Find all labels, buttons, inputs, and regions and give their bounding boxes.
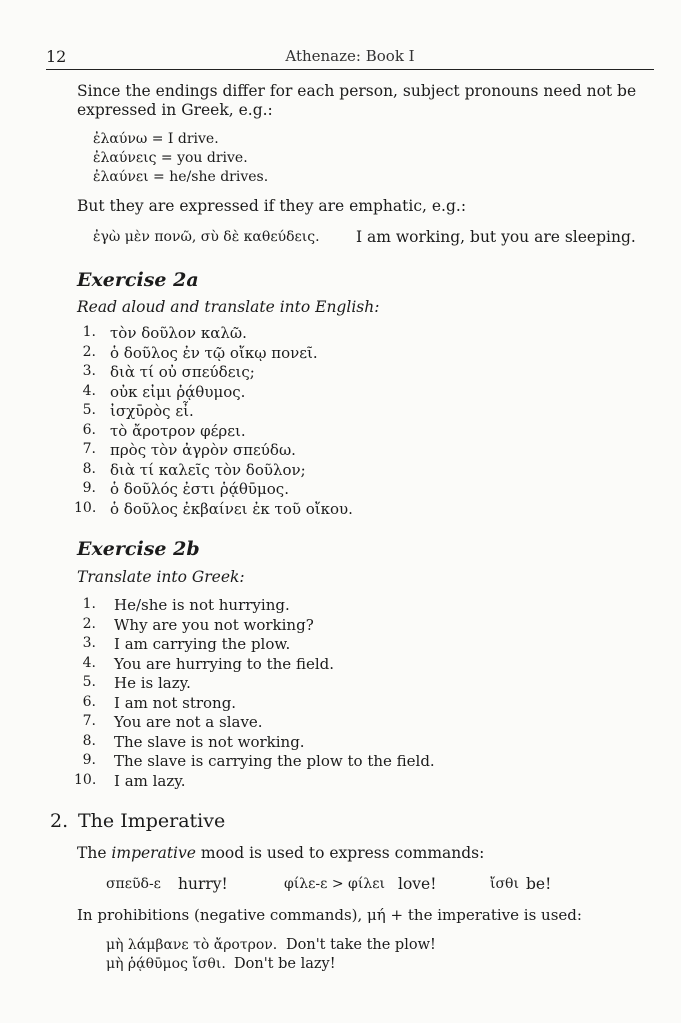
item-text: The slave is carrying the plow to the field. bbox=[114, 752, 435, 770]
list-item bbox=[74, 674, 514, 694]
item-text: διὰ τί οὐ σπεύδεις; bbox=[110, 363, 255, 381]
item-text: τὸ ἄροτρον φέρει. bbox=[110, 421, 246, 440]
section-number: 2. bbox=[50, 810, 69, 832]
item-text: πρὸς τὸν ἀγρὸν σπεύδω. bbox=[110, 441, 296, 459]
example-drive-3: ἐλαύνει = he/she drives. bbox=[93, 169, 269, 185]
item-text: I am lazy. bbox=[114, 771, 186, 790]
list-item bbox=[74, 655, 514, 675]
item-text: ὁ δοῦλος ἐν τῷ οἴκῳ πονεῖ. bbox=[110, 343, 318, 362]
list-item bbox=[74, 324, 474, 344]
emphatic-note: But they are expressed if they are emphatic, e.g.: bbox=[77, 197, 467, 215]
emphatic-english: I am working, but you are sleeping. bbox=[356, 228, 636, 246]
example-drive-1: ἐλαύνω = I drive. bbox=[93, 131, 219, 147]
item-text: You are hurrying to the field. bbox=[114, 654, 334, 673]
exercise-2a-title: Exercise 2a bbox=[77, 269, 199, 291]
item-number: 2. bbox=[82, 615, 96, 632]
list-item bbox=[74, 616, 514, 636]
exercise-2b-list bbox=[74, 596, 514, 791]
desc-suffix: mood is used to express commands: bbox=[195, 844, 485, 862]
list-item bbox=[74, 752, 514, 772]
list-item bbox=[74, 480, 474, 500]
list-item bbox=[74, 441, 474, 461]
item-number: 5. bbox=[82, 674, 96, 690]
item-number: 6. bbox=[82, 693, 96, 710]
example-drive-2: ἐλαύνεις = you drive. bbox=[93, 150, 248, 166]
exercise-2a-instruction: Read aloud and translate into English: bbox=[77, 298, 380, 316]
emphatic-greek: ἐγὼ μὲν πονῶ, σὺ δὲ καθεύδεις. bbox=[93, 229, 320, 245]
running-title: Athenaze: Book I bbox=[285, 47, 415, 65]
item-text: He is lazy. bbox=[114, 674, 191, 692]
item-text: You are not a slave. bbox=[114, 713, 263, 731]
list-item bbox=[74, 635, 514, 655]
item-number: 1. bbox=[82, 596, 96, 612]
item-number: 8. bbox=[82, 460, 96, 477]
list-item bbox=[74, 713, 514, 733]
list-item bbox=[74, 402, 474, 422]
item-text: ὁ δοῦλός ἐστι ῥᾴθῡμος. bbox=[110, 480, 289, 498]
prohibition-note: In prohibitions (negative commands), μή + the imperative is used: bbox=[77, 906, 582, 924]
page-header bbox=[46, 47, 654, 70]
intro-line-1: Since the endings differ for each person, subject pronouns need not be bbox=[77, 82, 637, 100]
imperative-example-1-greek: σπεῦδ-ε bbox=[106, 876, 161, 892]
imperative-example-3-greek: ἴσθι bbox=[490, 876, 519, 892]
section-title: The Imperative bbox=[78, 810, 226, 832]
item-number: 4. bbox=[82, 654, 96, 671]
imperative-example-2-greek: φίλε-ε > φίλει bbox=[284, 876, 385, 892]
item-number: 5. bbox=[82, 402, 96, 418]
imperative-description bbox=[77, 844, 484, 863]
list-item bbox=[74, 694, 514, 714]
item-text: διὰ τί καλεῖς τὸν δοῦλον; bbox=[110, 460, 306, 479]
item-text: The slave is not working. bbox=[114, 732, 305, 751]
item-text: τὸν δοῦλον καλῶ. bbox=[110, 324, 247, 342]
list-item bbox=[74, 422, 474, 442]
prohibition-1-greek: μὴ λάμβανε τὸ ἄροτρον. bbox=[106, 937, 278, 953]
item-number: 1. bbox=[82, 324, 96, 340]
exercise-2b-instruction: Translate into Greek: bbox=[77, 568, 245, 586]
item-number: 7. bbox=[82, 441, 96, 457]
prohibition-2-english: Don't be lazy! bbox=[234, 956, 336, 972]
list-item bbox=[74, 500, 474, 520]
exercise-2b-title: Exercise 2b bbox=[77, 538, 200, 560]
list-item bbox=[74, 461, 474, 481]
intro-line-2: expressed in Greek, e.g.: bbox=[77, 101, 273, 119]
item-text: ὁ δοῦλος ἐκβαίνει ἐκ τοῦ οἴκου. bbox=[110, 499, 353, 518]
imperative-example-1-english: hurry! bbox=[178, 875, 228, 893]
list-item bbox=[74, 344, 474, 364]
item-text: I am carrying the plow. bbox=[114, 635, 291, 653]
prohibition-2-greek: μὴ ῥᾴθῡμος ἴσθι. bbox=[106, 956, 226, 972]
item-number: 7. bbox=[82, 713, 96, 729]
item-text: ἰσχῡρὸς εἶ. bbox=[110, 402, 194, 420]
desc-term: imperative bbox=[111, 844, 196, 862]
item-number: 2. bbox=[82, 343, 96, 360]
item-number: 9. bbox=[82, 480, 96, 496]
item-text: Why are you not working? bbox=[114, 615, 314, 634]
list-item bbox=[74, 383, 474, 403]
item-number: 8. bbox=[82, 732, 96, 749]
item-number: 9. bbox=[82, 752, 96, 768]
prohibition-1-english: Don't take the plow! bbox=[286, 937, 436, 953]
list-item bbox=[74, 363, 474, 383]
item-number: 3. bbox=[82, 363, 96, 379]
page-number: 12 bbox=[46, 47, 67, 66]
item-number: 3. bbox=[82, 635, 96, 651]
list-item bbox=[74, 596, 514, 616]
list-item bbox=[74, 733, 514, 753]
list-item bbox=[74, 772, 514, 792]
item-number: 10. bbox=[74, 771, 97, 788]
item-number: 6. bbox=[82, 421, 96, 438]
item-text: He/she is not hurrying. bbox=[114, 596, 290, 614]
imperative-example-3-english: be! bbox=[526, 875, 552, 893]
item-number: 4. bbox=[82, 382, 96, 399]
exercise-2a-list bbox=[74, 324, 474, 519]
item-number: 10. bbox=[74, 499, 97, 516]
item-text: οὐκ εἰμι ῥᾴθυμος. bbox=[110, 382, 246, 401]
desc-prefix: The bbox=[77, 844, 112, 862]
item-text: I am not strong. bbox=[114, 693, 237, 712]
imperative-example-2-english: love! bbox=[398, 875, 437, 893]
